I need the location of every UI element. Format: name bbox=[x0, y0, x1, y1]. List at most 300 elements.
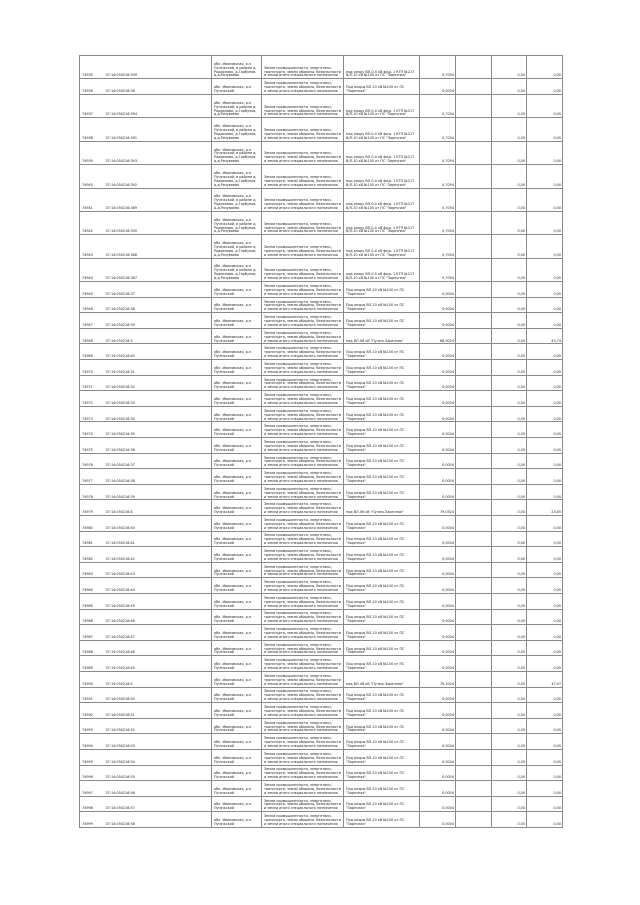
table-row bbox=[80, 749, 563, 765]
value-column-g: 0,00 bbox=[553, 556, 561, 561]
value-column-f: 0,00 bbox=[517, 634, 525, 639]
permitted-use: Под опоры ВЛ-10 кВ №100 от ПС "Заречная" bbox=[346, 662, 405, 671]
table-row bbox=[80, 141, 563, 164]
plot-area: 0,0004 bbox=[442, 494, 454, 499]
land-category: Земли промышленности, энергетики, транспорта, земли обороны, безопасности и земли иного специального назначения bbox=[264, 767, 341, 780]
row-number-cell bbox=[80, 211, 104, 234]
row-number: 74974 bbox=[82, 432, 93, 437]
plot-address: обл. Ивановская, р-н Пучежский, в районе д. Родионово, д.Горбунов, д.д.Разуваево bbox=[214, 100, 257, 117]
permitted-use-cell bbox=[344, 56, 420, 79]
permitted-use: под опору ВЛ-0.4 кВ фид. 1 КТП №217 В/Л-10 кВ №100 от ПС "Заречная" bbox=[346, 69, 415, 78]
cadastral-number: 37:14:050216:41 bbox=[105, 541, 135, 546]
plot-area: 0,0004 bbox=[442, 322, 454, 327]
plot-address-cell bbox=[212, 796, 262, 812]
land-category: Земли промышленности, энергетики, транспорта, земли обороны, безопасности и земли иного специального назначения bbox=[264, 564, 341, 577]
plot-area-cell bbox=[420, 765, 456, 781]
row-number: 74969 bbox=[82, 354, 93, 359]
plot-address-cell bbox=[212, 438, 262, 454]
permitted-use-cell bbox=[344, 453, 420, 469]
plot-address-cell bbox=[212, 781, 262, 797]
value-column-f: 0,00 bbox=[517, 291, 525, 296]
plot-area-cell bbox=[420, 562, 456, 578]
plot-address: обл. Ивановская, р-н Пучежский bbox=[214, 693, 252, 702]
land-category-cell bbox=[262, 258, 344, 281]
cadastral-number: 37:14:050216:48 bbox=[105, 650, 135, 655]
value-column-g: 0,00 bbox=[553, 307, 561, 312]
value-column-g-cell bbox=[527, 375, 563, 391]
row-number-cell bbox=[80, 718, 104, 734]
plot-address: обл. Ивановская, р-н Пучежский bbox=[214, 740, 252, 749]
plot-address: обл. Ивановская, р-н Пучежский bbox=[214, 287, 252, 296]
value-column-e-cell bbox=[456, 165, 492, 188]
plot-address: обл. Ивановская, р-н Пучежский bbox=[214, 381, 252, 390]
land-category: Земли промышленности, энергетики, транспорта, земли обороны, безопасности и земли иного специального назначения bbox=[264, 65, 341, 78]
plot-address-cell bbox=[212, 734, 262, 750]
row-number-cell bbox=[80, 749, 104, 765]
row-number-cell bbox=[80, 313, 104, 329]
table-row bbox=[80, 718, 563, 734]
table-row bbox=[80, 734, 563, 750]
table-row bbox=[80, 812, 563, 828]
value-column-e-cell bbox=[456, 656, 492, 672]
land-category: Земли промышленности, энергетики, транспорта, земли обороны, безопасности и земли иного специального назначения bbox=[264, 580, 341, 593]
value-column-g: 0,00 bbox=[553, 619, 561, 624]
row-number: 74979 bbox=[82, 510, 93, 515]
plot-area-cell bbox=[420, 625, 456, 641]
value-column-g: 0,00 bbox=[553, 400, 561, 405]
plot-address: обл. Ивановская, р-н Пучежский bbox=[214, 350, 252, 359]
plot-area-cell bbox=[420, 531, 456, 547]
table-row bbox=[80, 313, 563, 329]
row-number-cell bbox=[80, 781, 104, 797]
cadastral-number-cell bbox=[104, 578, 212, 594]
row-number: 74935 bbox=[82, 73, 93, 78]
value-column-e-cell bbox=[456, 313, 492, 329]
plot-area: 0,0004 bbox=[442, 556, 454, 561]
value-column-f: 0,00 bbox=[517, 541, 525, 546]
cadastral-number: 37:14:050216:46 bbox=[105, 619, 135, 624]
value-column-g-cell bbox=[527, 781, 563, 797]
row-number-cell bbox=[80, 188, 104, 211]
value-column-g-cell bbox=[527, 56, 563, 79]
value-column-f: 0,00 bbox=[517, 89, 525, 94]
cadastral-number-cell bbox=[104, 79, 212, 95]
permitted-use: Под опоры ВЛ-10 кВ №100 от ПС "Заречная" bbox=[346, 287, 405, 296]
value-column-g-cell bbox=[527, 391, 563, 407]
permitted-use: под опору ВЛ-0.4 кВ фид. 1 КТП №217 В/Л-10 кВ №100 от ПС "Заречная" bbox=[346, 155, 415, 164]
land-category: Земли промышленности, энергетики, транспорта, земли обороны, безопасности и земли иного специального назначения bbox=[264, 245, 341, 257]
value-column-f: 0,00 bbox=[517, 369, 525, 374]
cadastral-number-cell bbox=[104, 500, 212, 516]
cadastral-number: 37:14:050216:31 bbox=[105, 369, 135, 374]
cadastral-number-cell bbox=[104, 687, 212, 703]
plot-address-cell bbox=[212, 687, 262, 703]
row-number: 74980 bbox=[82, 525, 93, 530]
row-number: 74992 bbox=[82, 712, 93, 717]
value-column-f: 0,00 bbox=[517, 252, 525, 257]
table-row bbox=[80, 765, 563, 781]
row-number-cell bbox=[80, 235, 104, 258]
plot-area: 0,7054 bbox=[442, 159, 454, 164]
row-number: 74990 bbox=[82, 681, 93, 686]
value-column-f: 0,00 bbox=[517, 619, 525, 624]
land-category: Земли промышленности, энергетики, транспорта, земли обороны, безопасности и земли иного специального назначения bbox=[264, 782, 341, 795]
value-column-g: 0,00 bbox=[553, 182, 561, 187]
value-column-e-cell bbox=[456, 749, 492, 765]
land-category: Земли промышленности, энергетики, транспорта, земли обороны, безопасности и земли иного специального назначения bbox=[264, 627, 341, 639]
cadastral-number: 37:14:050216:52 bbox=[105, 728, 135, 733]
value-column-g-cell bbox=[527, 406, 563, 422]
land-category: Земли промышленности, энергетики, транспорта, земли обороны, безопасности и земли иного специального назначения bbox=[264, 471, 341, 483]
plot-area-cell bbox=[420, 656, 456, 672]
row-number-cell bbox=[80, 625, 104, 641]
row-number: 74972 bbox=[82, 400, 93, 405]
value-column-g-cell bbox=[527, 562, 563, 578]
value-column-g: 0,00 bbox=[553, 728, 561, 733]
row-number-cell bbox=[80, 165, 104, 188]
cadastral-number-cell bbox=[104, 313, 212, 329]
plot-address-cell bbox=[212, 484, 262, 500]
row-number-cell bbox=[80, 734, 104, 750]
cadastral-number-cell bbox=[104, 609, 212, 625]
permitted-use: Под опоры ВЛ-10 кВ №100 от ПС "Заречная" bbox=[346, 802, 405, 811]
row-number-cell bbox=[80, 547, 104, 563]
value-column-g: 23,65 bbox=[551, 510, 561, 515]
plot-address-cell bbox=[212, 313, 262, 329]
plot-area-cell bbox=[420, 118, 456, 141]
plot-area-cell bbox=[420, 344, 456, 360]
plot-area-cell bbox=[420, 484, 456, 500]
plot-area-cell bbox=[420, 500, 456, 516]
plot-address-cell bbox=[212, 165, 262, 188]
land-category: Земли промышленности, энергетики, транспорта, земли обороны, безопасности и земли иного специального назначения bbox=[264, 408, 341, 421]
table-row bbox=[80, 188, 563, 211]
permitted-use: Под опоры ВЛ-10 кВ №100 от ПС "Заречная" bbox=[346, 771, 405, 780]
value-column-f: 0,00 bbox=[517, 354, 525, 359]
permitted-use: под ВЛ-06 кВ "Пучеж-Заречная" bbox=[346, 338, 404, 343]
table-row bbox=[80, 687, 563, 703]
land-category: Земли промышленности, энергетики, транспорта, земли обороны, безопасности и земли иного специального назначения bbox=[264, 814, 341, 826]
value-column-e-cell bbox=[456, 734, 492, 750]
value-column-f: 0,00 bbox=[517, 432, 525, 437]
permitted-use-cell bbox=[344, 625, 420, 641]
value-column-e-cell bbox=[456, 562, 492, 578]
plot-area: 0,0004 bbox=[442, 447, 454, 452]
value-column-f: 0,00 bbox=[517, 494, 525, 499]
permitted-use-cell bbox=[344, 796, 420, 812]
row-number: 74999 bbox=[82, 821, 93, 826]
plot-address-cell bbox=[212, 531, 262, 547]
value-column-f: 0,00 bbox=[517, 821, 525, 826]
value-column-g: 0,00 bbox=[553, 666, 561, 671]
land-category: Земли промышленности, энергетики, транспорта, земли обороны, безопасности и земли иного специального назначения bbox=[264, 517, 341, 530]
plot-address: обл. Ивановская, р-н Пучежский, в районе д. Родионово, д.Горбунов, д.д.Разуваево bbox=[214, 147, 257, 164]
value-column-f-cell bbox=[492, 211, 527, 234]
row-number: 74941 bbox=[82, 206, 93, 211]
value-column-g: 0,00 bbox=[553, 650, 561, 655]
cadastral-number: 37:14:050216:40 bbox=[105, 354, 135, 359]
plot-address-cell bbox=[212, 360, 262, 376]
value-column-e-cell bbox=[456, 625, 492, 641]
row-number: 74983 bbox=[82, 572, 93, 577]
cadastral-number: 37:14:050216:57 bbox=[105, 806, 135, 811]
value-column-e-cell bbox=[456, 188, 492, 211]
plot-area-cell bbox=[420, 640, 456, 656]
permitted-use-cell bbox=[344, 484, 420, 500]
permitted-use: Под опоры ВЛ-10 кВ №100 от ПС "Заречная" bbox=[346, 303, 405, 312]
value-column-g: 0,00 bbox=[553, 588, 561, 593]
permitted-use-cell bbox=[344, 211, 420, 234]
cadastral-number-cell bbox=[104, 469, 212, 485]
cadastral-number: 37:14:050216:389 bbox=[105, 206, 137, 211]
value-column-g-cell bbox=[527, 297, 563, 313]
permitted-use-cell bbox=[344, 562, 420, 578]
permitted-use-cell bbox=[344, 640, 420, 656]
row-number-cell bbox=[80, 258, 104, 281]
permitted-use: Под опоры ВЛ-10 кВ №100 от ПС "Заречная" bbox=[346, 412, 405, 421]
land-category-cell bbox=[262, 484, 344, 500]
value-column-f: 0,00 bbox=[517, 447, 525, 452]
permitted-use-cell bbox=[344, 469, 420, 485]
permitted-use-cell bbox=[344, 297, 420, 313]
land-category: Земли промышленности, энергетики, транспорта, земли обороны, безопасности и земли иного специального назначения bbox=[264, 221, 341, 234]
plot-area-cell bbox=[420, 297, 456, 313]
cadastral-number-cell bbox=[104, 282, 212, 298]
value-column-f-cell bbox=[492, 469, 527, 485]
plot-address-cell bbox=[212, 391, 262, 407]
cadastral-number: 37:14:050216:399 bbox=[105, 73, 137, 78]
permitted-use: Под опоры ВЛ-10 кВ №100 от ПС "Заречная" bbox=[346, 475, 405, 483]
plot-area: 0,0004 bbox=[442, 759, 454, 764]
land-category-cell bbox=[262, 165, 344, 188]
land-category-cell bbox=[262, 812, 344, 828]
value-column-g: 0,00 bbox=[553, 135, 561, 140]
value-column-f-cell bbox=[492, 165, 527, 188]
value-column-f-cell bbox=[492, 56, 527, 79]
value-column-g-cell bbox=[527, 671, 563, 687]
cadastral-number: 37:14:050216:33 bbox=[105, 400, 135, 405]
row-number-cell bbox=[80, 469, 104, 485]
plot-area: 0,7054 bbox=[442, 206, 454, 211]
land-category: Земли промышленности, энергетики, транспорта, земли обороны, безопасности и земли иного специального назначения bbox=[264, 330, 341, 343]
permitted-use: Под опоры ВЛ-10 кВ №100 от ПС "Заречная" bbox=[346, 615, 405, 624]
cadastral-number: 37:14:050216:47 bbox=[105, 634, 135, 639]
permitted-use: Под опоры ВЛ-10 кВ №100 от ПС "Заречная" bbox=[346, 755, 405, 764]
row-number: 74997 bbox=[82, 790, 93, 795]
plot-area-cell bbox=[420, 453, 456, 469]
row-number: 74939 bbox=[82, 159, 93, 164]
land-category: Земли промышленности, энергетики, транспорта, земли обороны, безопасности и земли иного специального назначения bbox=[264, 798, 341, 811]
value-column-e-cell bbox=[456, 391, 492, 407]
land-category-cell bbox=[262, 718, 344, 734]
row-number-cell bbox=[80, 453, 104, 469]
value-column-f: 0,00 bbox=[517, 744, 525, 749]
value-column-g: 0,00 bbox=[553, 463, 561, 468]
cadastral-number: 37:14:050216:390 bbox=[105, 229, 137, 234]
row-number-cell bbox=[80, 344, 104, 360]
plot-address-cell bbox=[212, 656, 262, 672]
land-category: Земли промышленности, энергетики, транспорта, земли обороны, безопасности и земли иного специального назначения bbox=[264, 549, 341, 561]
value-column-f: 0,00 bbox=[517, 112, 525, 117]
plot-area-cell bbox=[420, 235, 456, 258]
value-column-f: 0,00 bbox=[517, 385, 525, 390]
plot-area: 0,7054 bbox=[442, 73, 454, 78]
cadastral-number-cell bbox=[104, 141, 212, 164]
land-category-cell bbox=[262, 500, 344, 516]
value-column-g-cell bbox=[527, 453, 563, 469]
value-column-f: 0,00 bbox=[517, 478, 525, 483]
value-column-f: 0,00 bbox=[517, 525, 525, 530]
row-number: 74988 bbox=[82, 650, 93, 655]
plot-area-cell bbox=[420, 375, 456, 391]
value-column-g: 0,00 bbox=[553, 806, 561, 811]
plot-address: обл. Ивановская, р-н Пучежский bbox=[214, 537, 252, 546]
plot-area: 0,0004 bbox=[442, 790, 454, 795]
land-category: Земли промышленности, энергетики, транспорта, земли обороны, безопасности и земли иного специального назначения bbox=[264, 128, 341, 140]
plot-area-cell bbox=[420, 391, 456, 407]
table-row bbox=[80, 484, 563, 500]
plot-area-cell bbox=[420, 360, 456, 376]
plot-area: 0,0004 bbox=[442, 478, 454, 483]
plot-area: 0,0004 bbox=[442, 541, 454, 546]
value-column-g: 0,00 bbox=[553, 432, 561, 437]
permitted-use: Под опоры ВЛ-10 кВ №100 от ПС "Заречная" bbox=[346, 428, 405, 437]
value-column-f-cell bbox=[492, 94, 527, 117]
plot-address: обл. Ивановская, р-н Пучежский bbox=[214, 412, 252, 421]
value-column-f: 0,00 bbox=[517, 338, 525, 343]
cadastral-number: 37:14:050216:55 bbox=[105, 775, 135, 780]
land-category-cell bbox=[262, 656, 344, 672]
permitted-use: под ВЛ-06 кВ "Пучеж-Заречная" bbox=[346, 681, 404, 686]
plot-address-cell bbox=[212, 141, 262, 164]
row-number: 74994 bbox=[82, 744, 93, 749]
permitted-use: Под опоры ВЛ-10 кВ №100 от ПС "Заречная" bbox=[346, 397, 405, 405]
row-number-cell bbox=[80, 94, 104, 117]
row-number: 74995 bbox=[82, 759, 93, 764]
value-column-g-cell bbox=[527, 188, 563, 211]
plot-address: обл. Ивановская, р-н Пучежский bbox=[214, 490, 252, 499]
row-number: 74993 bbox=[82, 728, 93, 733]
table-row bbox=[80, 531, 563, 547]
plot-address: обл. Ивановская, р-н Пучежский bbox=[214, 615, 252, 624]
land-category: Земли промышленности, энергетики, транспорта, земли обороны, безопасности и земли иного специального назначения bbox=[264, 198, 341, 211]
value-column-e-cell bbox=[456, 687, 492, 703]
plot-area-cell bbox=[420, 781, 456, 797]
plot-address: обл. Ивановская, р-н Пучежский bbox=[214, 771, 252, 780]
plot-area-cell bbox=[420, 547, 456, 563]
cadastral-number-cell bbox=[104, 749, 212, 765]
value-column-g: 0,00 bbox=[553, 759, 561, 764]
table-body bbox=[80, 56, 563, 828]
value-column-g: 0,00 bbox=[553, 744, 561, 749]
row-number-cell bbox=[80, 438, 104, 454]
cadastral-number: 37:14:050216:40 bbox=[105, 525, 135, 530]
plot-address-cell bbox=[212, 625, 262, 641]
cadastral-number-cell bbox=[104, 391, 212, 407]
row-number: 74944 bbox=[82, 276, 93, 281]
row-number: 74989 bbox=[82, 666, 93, 671]
value-column-e-cell bbox=[456, 235, 492, 258]
row-number: 74976 bbox=[82, 463, 93, 468]
permitted-use: под опору ВЛ-0.4 кВ фид. 1 КТП №217 В/Л-10 кВ №100 от ПС "Заречная" bbox=[346, 178, 415, 187]
cadastral-number: 37:14:050216:45 bbox=[105, 603, 135, 608]
value-column-f-cell bbox=[492, 812, 527, 828]
value-column-e-cell bbox=[456, 484, 492, 500]
land-category-cell bbox=[262, 344, 344, 360]
plot-address-cell bbox=[212, 640, 262, 656]
plot-address: обл. Ивановская, р-н Пучежский, в районе д. Родионово, д.Горбунов, д.д.Разуваево bbox=[214, 264, 257, 281]
permitted-use-cell bbox=[344, 578, 420, 594]
value-column-f-cell bbox=[492, 235, 527, 258]
row-number: 74987 bbox=[82, 634, 93, 639]
value-column-e-cell bbox=[456, 781, 492, 797]
plot-address: обл. Ивановская, р-н Пучежский bbox=[214, 319, 252, 327]
row-number-cell bbox=[80, 687, 104, 703]
table-row bbox=[80, 360, 563, 376]
permitted-use-cell bbox=[344, 671, 420, 687]
plot-address-cell bbox=[212, 297, 262, 313]
plot-area: 0,0004 bbox=[442, 89, 454, 94]
value-column-e-cell bbox=[456, 406, 492, 422]
plot-area: 0,0004 bbox=[442, 463, 454, 468]
cadastral-number: 37:14:050216:43 bbox=[105, 572, 135, 577]
value-column-e-cell bbox=[456, 141, 492, 164]
value-column-g-cell bbox=[527, 593, 563, 609]
land-category: Земли промышленности, энергетики, транспорта, земли обороны, безопасности и земли иного специального назначения bbox=[264, 346, 341, 359]
plot-address-cell bbox=[212, 516, 262, 532]
cadastral-number-cell bbox=[104, 625, 212, 641]
value-column-e-cell bbox=[456, 360, 492, 376]
row-number: 74982 bbox=[82, 556, 93, 561]
value-column-f-cell bbox=[492, 765, 527, 781]
land-category-cell bbox=[262, 453, 344, 469]
value-column-f-cell bbox=[492, 531, 527, 547]
row-number-cell bbox=[80, 578, 104, 594]
value-column-e-cell bbox=[456, 547, 492, 563]
permitted-use: Под опоры ВЛ-10 кВ №100 от ПС "Заречная" bbox=[346, 85, 405, 94]
permitted-use-cell bbox=[344, 749, 420, 765]
plot-address: обл. Ивановская, р-н Пучежский bbox=[214, 552, 252, 561]
land-category-cell bbox=[262, 734, 344, 750]
cadastral-number: 37:14:050216:387 bbox=[105, 276, 137, 281]
value-column-f-cell bbox=[492, 640, 527, 656]
row-number: 74996 bbox=[82, 775, 93, 780]
plot-area: 0,7054 bbox=[442, 276, 454, 281]
plot-address-cell bbox=[212, 469, 262, 485]
permitted-use-cell bbox=[344, 547, 420, 563]
row-number-cell bbox=[80, 141, 104, 164]
value-column-g: 0,00 bbox=[553, 276, 561, 281]
plot-address-cell bbox=[212, 56, 262, 79]
permitted-use-cell bbox=[344, 734, 420, 750]
value-column-e-cell bbox=[456, 94, 492, 117]
plot-address: обл. Ивановская, р-н Пучежский, в районе д. Родионово, д.Горбунов, д.д.Разуваево bbox=[214, 241, 257, 257]
plot-address: обл. Ивановская, р-н Пучежский bbox=[214, 521, 252, 530]
permitted-use: Под опоры ВЛ-10 кВ №100 от ПС "Заречная" bbox=[346, 630, 405, 639]
value-column-f-cell bbox=[492, 406, 527, 422]
land-category-cell bbox=[262, 593, 344, 609]
value-column-f-cell bbox=[492, 703, 527, 719]
value-column-g-cell bbox=[527, 796, 563, 812]
value-column-g: 0,00 bbox=[553, 603, 561, 608]
cadastral-number-cell bbox=[104, 812, 212, 828]
row-number: 74978 bbox=[82, 494, 93, 499]
plot-address-cell bbox=[212, 406, 262, 422]
land-category: Земли промышленности, энергетики, транспорта, земли обороны, безопасности и земли иного специального назначения bbox=[264, 377, 341, 390]
plot-area: 0,0004 bbox=[442, 728, 454, 733]
plot-address-cell bbox=[212, 258, 262, 281]
plot-area: 0,0004 bbox=[442, 666, 454, 671]
